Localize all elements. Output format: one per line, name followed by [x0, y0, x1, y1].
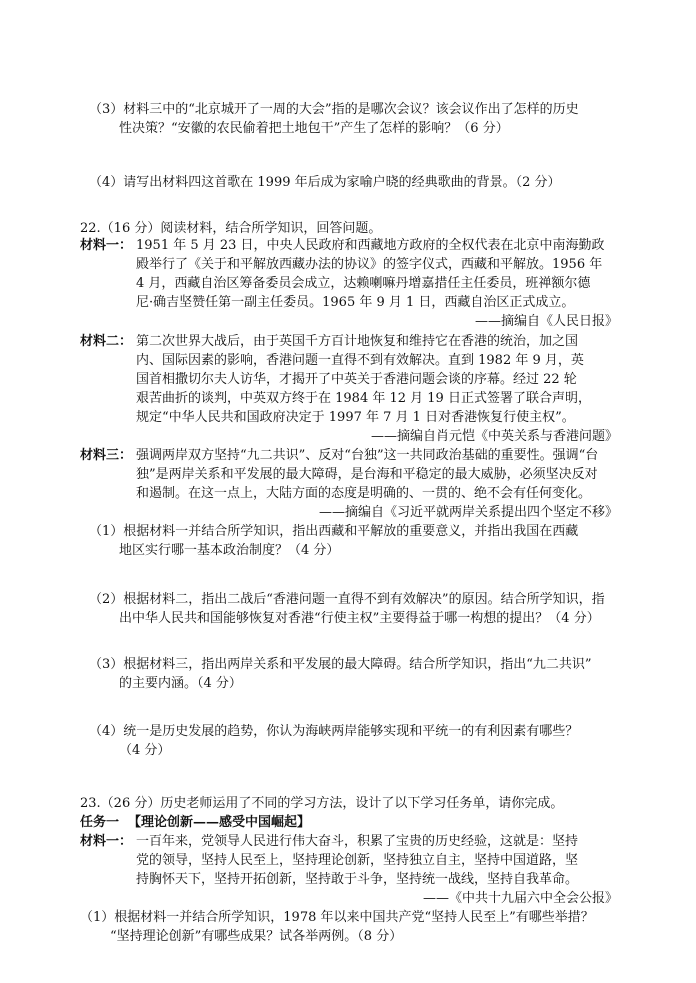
q22-material1-line2: 殿举行了《关于和平解放西藏办法的协议》的签字仪式，西藏和平解放。1956 年	[136, 257, 603, 272]
q22-heading: 22.（16 分）阅读材料，结合所学知识，回答问题。	[80, 221, 382, 236]
q23-material1-line3: 持胸怀天下，坚持开拓创新，坚持敢于斗争，坚持统一战线，坚持自我革命。	[136, 872, 579, 887]
q22-material2-line3: 国首相撒切尔夫人访华，才揭开了中英关于香港问题会谈的序幕。经过 22 轮	[136, 372, 577, 387]
q23-1-line2: “坚持理论创新”有哪些成果？试各举两例。（8 分）	[110, 929, 403, 944]
q23-material1-line2: 党的领导，坚持人民至上，坚持理论创新，坚持独立自主，坚持中国道路，坚	[136, 853, 579, 868]
q22-2-line1: （2）根据材料二，指出二战后“香港问题一直得不到有效解决”的原因。结合所学知识，指	[89, 592, 605, 607]
q22-4-line2: （4 分）	[119, 743, 171, 758]
q22-material3-line2: 独”是两岸关系和平发展的最大障碍，是台海和平稳定的最大威胁，必须坚决反对	[136, 467, 598, 482]
q22-2-line2: 出中华人民共和国能够恢复对香港“行使主权”主要得益于哪一构想的提出？（4 分）	[119, 611, 600, 626]
q22-material3-source: ——摘编自《习近平就两岸关系提出四个坚定不移》	[318, 505, 618, 520]
q23-material1-line1: 一百年来，党领导人民进行伟大奋斗，积累了宝贵的历史经验，这就是：坚持	[136, 834, 579, 849]
q22-material2-line5: 规定“中华人民共和国政府决定于 1997 年 7 月 1 日对香港恢复行使主权”。	[136, 410, 575, 425]
q23-task1-title: 【理论创新——感受中国崛起】	[128, 815, 311, 830]
q23-1-line1: （1）根据材料一并结合所学知识，1978 年以来中国共产党“坚持人民至上”有哪些举措？	[80, 910, 594, 925]
q22-4-line1: （4）统一是历史发展的趋势，你认为海峡两岸能够实现和平统一的有利因素有哪些？	[89, 724, 579, 739]
q22-1-line1: （1）根据材料一并结合所学知识，指出西藏和平解放的重要意义，并指出我国在西藏	[89, 524, 579, 539]
q23-heading: 23.（26 分）历史老师运用了不同的学习方法，设计了以下学习任务单，请你完成。	[80, 796, 564, 811]
q21-3-line1: （3）材料三中的“北京城开了一周的大会”指的是哪次会议？该会议作出了怎样的历史	[89, 102, 579, 117]
q22-material1-line3: 4 月，西藏自治区筹备委员会成立，达赖喇嘛丹增嘉措任主任委员，班禅额尔德	[136, 276, 591, 291]
q22-3-line1: （3）根据材料三，指出两岸关系和平发展的最大障碍。结合所学知识，指出“九二共识”	[89, 657, 592, 672]
q21-3-line2: 性决策？“安徽的农民偷着把土地包干”产生了怎样的影响？（6 分）	[119, 121, 509, 136]
q23-task1-label: 任务一	[80, 815, 120, 830]
q22-material3-line3: 和遏制。在这一点上，大陆方面的态度是明确的、一贯的、绝不会有任何变化。	[136, 486, 592, 501]
q22-1-line2: 地区实行哪一基本政治制度？（4 分）	[119, 543, 340, 558]
q22-material2-label: 材料二：	[80, 334, 133, 349]
q22-material1-label: 材料一：	[80, 238, 133, 253]
q22-material2-source: ——摘编自肖元恺《中英关系与香港问题》	[370, 429, 618, 444]
q22-material1-line1: 1951 年 5 月 23 日，中央人民政府和西藏地方政府的全权代表在北京中南海勤政	[136, 238, 605, 253]
q22-3-line2: 的主要内涵。（4 分）	[119, 676, 242, 691]
q22-material1-line4: 尼·确吉坚赞任第一副主任委员。1965 年 9 月 1 日，西藏自治区正式成立。	[136, 295, 575, 310]
q22-material3-label: 材料三：	[80, 448, 133, 463]
q22-material3-line1: 强调两岸双方坚持“九二共识”、反对“台独”这一共同政治基础的重要性。强调“台	[136, 448, 599, 463]
q23-material1-source: ——《中共十九届六中全会公报》	[422, 891, 618, 906]
q22-material2-line4: 艰苦曲折的谈判，中英双方终于在 1984 年 12 月 19 日正式签署了联合声明，	[136, 391, 591, 406]
q21-4: （4）请写出材料四这首歌在 1999 年后成为家喻户晓的经典歌曲的背景。（2 分）	[89, 175, 561, 190]
q22-material2-line1: 第二次世界大战后，由于英国千方百计地恢复和维持它在香港的统治，加之国	[136, 334, 579, 349]
q22-material2-line2: 内、国际因素的影响，香港问题一直得不到有效解决。直到 1982 年 9 月，英	[136, 353, 584, 368]
q22-material1-source: ——摘编自《人民日报》	[474, 314, 618, 329]
q23-material1-label: 材料一：	[80, 834, 133, 849]
